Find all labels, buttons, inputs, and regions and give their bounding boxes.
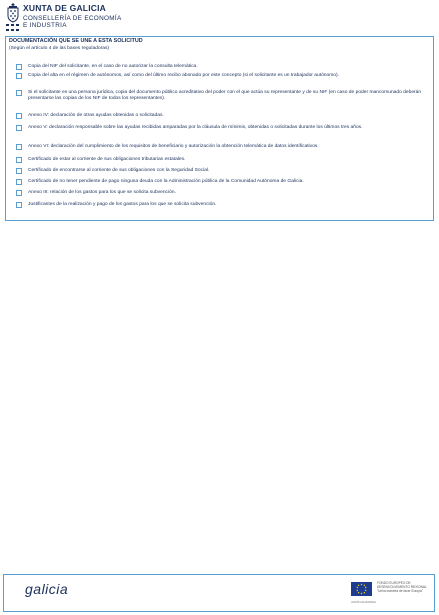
doc-item-checkbox[interactable] (16, 190, 22, 196)
footer (3, 574, 435, 612)
doc-item-checkbox[interactable] (16, 125, 22, 131)
doc-item-label: Si el solicitante es una persona jurídica, copia del documento público acreditativo del poder con el que actúa su representante y de su NIF (en caso de poder mancomunado deberán presentarse las copias de los NIF de todos los representantes). (28, 90, 422, 102)
erdf-motto: "Unha maneira de facer Europa" (377, 588, 423, 593)
doc-item-checkbox[interactable] (16, 113, 22, 119)
doc-item-checkbox[interactable] (16, 157, 22, 163)
department-line-2: E INDUSTRIA (23, 21, 67, 29)
doc-item-label: Anexo IV: declaración de otras ayudas obtenidas o solicitadas. (28, 113, 164, 118)
doc-item-checkbox[interactable] (16, 168, 22, 174)
doc-item-label: Anexo VI: declaración del cumplimiento de los requisitos de beneficiario y autorización la obtención telemática de datos identificativos. (28, 144, 319, 149)
doc-item-label: Certificado de encontrarse al corriente de sus obligaciones con la Seguridad Social. (28, 168, 210, 173)
documentation-section (5, 36, 434, 221)
doc-item-label: Anexo III: relación de los gastos para los que se solicita subvención. (28, 190, 176, 195)
doc-item-checkbox[interactable] (16, 179, 22, 185)
documentation-subtitle: (Según el artículo 4 de las bases reguladoras) (9, 46, 110, 51)
department-line-1: CONSELLERÍA DE ECONOMÍA (23, 14, 122, 22)
brand-title: XUNTA DE GALICIA (23, 3, 107, 13)
doc-item-checkbox[interactable] (16, 73, 22, 79)
doc-item-label: Anexo V: declaración responsable sobre las ayudas recibidas amparadas por la cláusula de mínimis, obtenidas o solicitadas durante los últimos tres años. (28, 125, 363, 130)
erdf-fund-name: FONDO EUROPEO DE DESENVOLVEMENTO REXIONAL (377, 581, 427, 589)
xunta-crest-icon (6, 3, 20, 35)
documentation-title: DOCUMENTACIÓN QUE SE UNE A ESTA SOLICITUD (9, 38, 143, 44)
doc-item-checkbox[interactable] (16, 64, 22, 70)
doc-item-label: Certificado de no tener pendiente de pago ninguna deuda con la Administración pública de la Comunidad Autónoma de Galicia. (28, 179, 304, 184)
doc-item-checkbox[interactable] (16, 144, 22, 150)
eu-flag-icon (351, 582, 372, 596)
doc-item-checkbox[interactable] (16, 90, 22, 96)
doc-item-label: Certificado de estar al corriente de sus obligaciones tributarias estatales. (28, 157, 186, 162)
galicia-logo: galicia (25, 581, 69, 597)
eu-caption: UNIÓN EUROPEA (351, 600, 377, 604)
doc-item-label: Copia del alta en el régimen de autónomos, así como del último recibo abonado por este concepto (si el solicitante es un trabajador autónomo). (28, 73, 340, 78)
erdf-fund-text (377, 582, 432, 593)
header (6, 3, 206, 35)
doc-item-checkbox[interactable] (16, 202, 22, 208)
doc-item-label: Copia del NIF del solicitante, en el caso de no autorizar la consulta telemática. (28, 64, 198, 69)
doc-item-label: Justificantes de la realización y pago de los gastos para los que se solicita subvención. (28, 202, 217, 207)
